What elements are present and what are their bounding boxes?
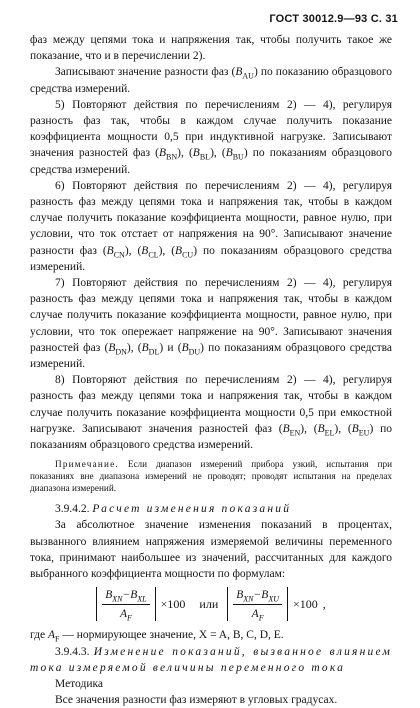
paragraph-step-8: 8) Повторяют действия по перечислениям 2) — 4), регулируя разность фаз между цепями тока и напряжения так, чтобы в каждом случае получить показание коэффициента мощности 0,5 при емкостной нагрузке. Записывают значения разностей фаз $(B_{EN})$, $(B_{EL})$, $(B_{EU})$ по показаниям образцового средства измерений. [30, 374, 392, 452]
page-header: ГОСТ 30012.9—93 С. 31 [269, 13, 398, 25]
paragraph-where: где $A_F$ — нормирующее значение, X = A, B, C, D, E. [30, 629, 284, 644]
formula: $\frac{B_{XN}-B_{XL}}{A_F}$ ×100 или $\frac{B_{XN}-B_{XU}}{A_F}$ ×100 , [30, 584, 392, 624]
note-label: Примечание. [55, 459, 119, 470]
methodika-label: Методика [55, 677, 103, 690]
paragraph-step-5: 5) Повторяют действия по перечислениям 2) — 4), регулируя разность фаз так, чтобы в каждом случае получить показание коэффициента мощности 0,5 при индуктивной нагрузке. Записывают значения разностей фаз $(B_{BN})$, $(B_{BL})$, $(B_{BU})$ по показаниям образцового средства измерений. [30, 98, 392, 176]
note [30, 458, 392, 494]
paragraph-final: Все значения разности фаз измеряют в угловых градусах. [55, 694, 338, 707]
note-text: Если диапазон измерений прибора узкий, испытания при показаниях вне диапазона измерений не проводят; проводят испытания на пределах диапазона измерений. [30, 459, 392, 494]
paragraph-step-6: 6) Повторяют действия по перечислениям 2) — 4), регулируя разность фаз между цепями тока и напряжения так, чтобы в каждом случае получить показание коэффициента мощности, равное нулю, при условии, что ток отстает от напряжения на 90°. Записывают значение разности фаз $(B_{CN})$, $(B_{CL})$, $(B_{CU})$ по показаниям образцового средства измерений. [30, 179, 392, 273]
section-3-9-4-2-heading: 3.9.4.2. Расчет изменения показаний [55, 503, 292, 516]
paragraph-step-7: 7) Повторяют действия по перечислениям 2) — 4), регулируя разность фаз между цепями тока и напряжения так, чтобы в каждом случае получить показание коэффициента мощности, равное нулю, при условии, что ток опережает напряжение на 90°. Записывают значения разностей фаз $(B_{DN})$, $(B_{DL})$ и $(B_{DU})$ по показаниям образцового средства измерений. [30, 277, 392, 371]
formula-abs-left: $\frac{B_{XN}-B_{XL}}{A_F}$ [96, 587, 155, 621]
formula-abs-right: $\frac{B_{XN}-B_{XU}}{A_F}$ [227, 587, 288, 621]
document-body [30, 32, 392, 708]
paragraph-record-phase-au: Записывают значение разности фаз $(B_{AU})$ по показанию образцового средства измерений. [30, 66, 392, 95]
paragraph-continuation: фаз между цепями тока и напряжения так, чтобы получить такое же показание, что и в перечислении 2). [30, 34, 392, 63]
section-3-9-4-3-heading: 3.9.4.3. Изменение показаний, вызванное влиянием тока измеряемой величины переменного тока [30, 645, 392, 674]
paragraph-calculation: За абсолютное значение изменения показаний в процентах, вызванного влиянием напряжения измеряемой величины переменного тока, принимают наибольшее из значений, рассчитанных для каждого выбранного коэффициента мощности по формулам: [30, 519, 392, 581]
